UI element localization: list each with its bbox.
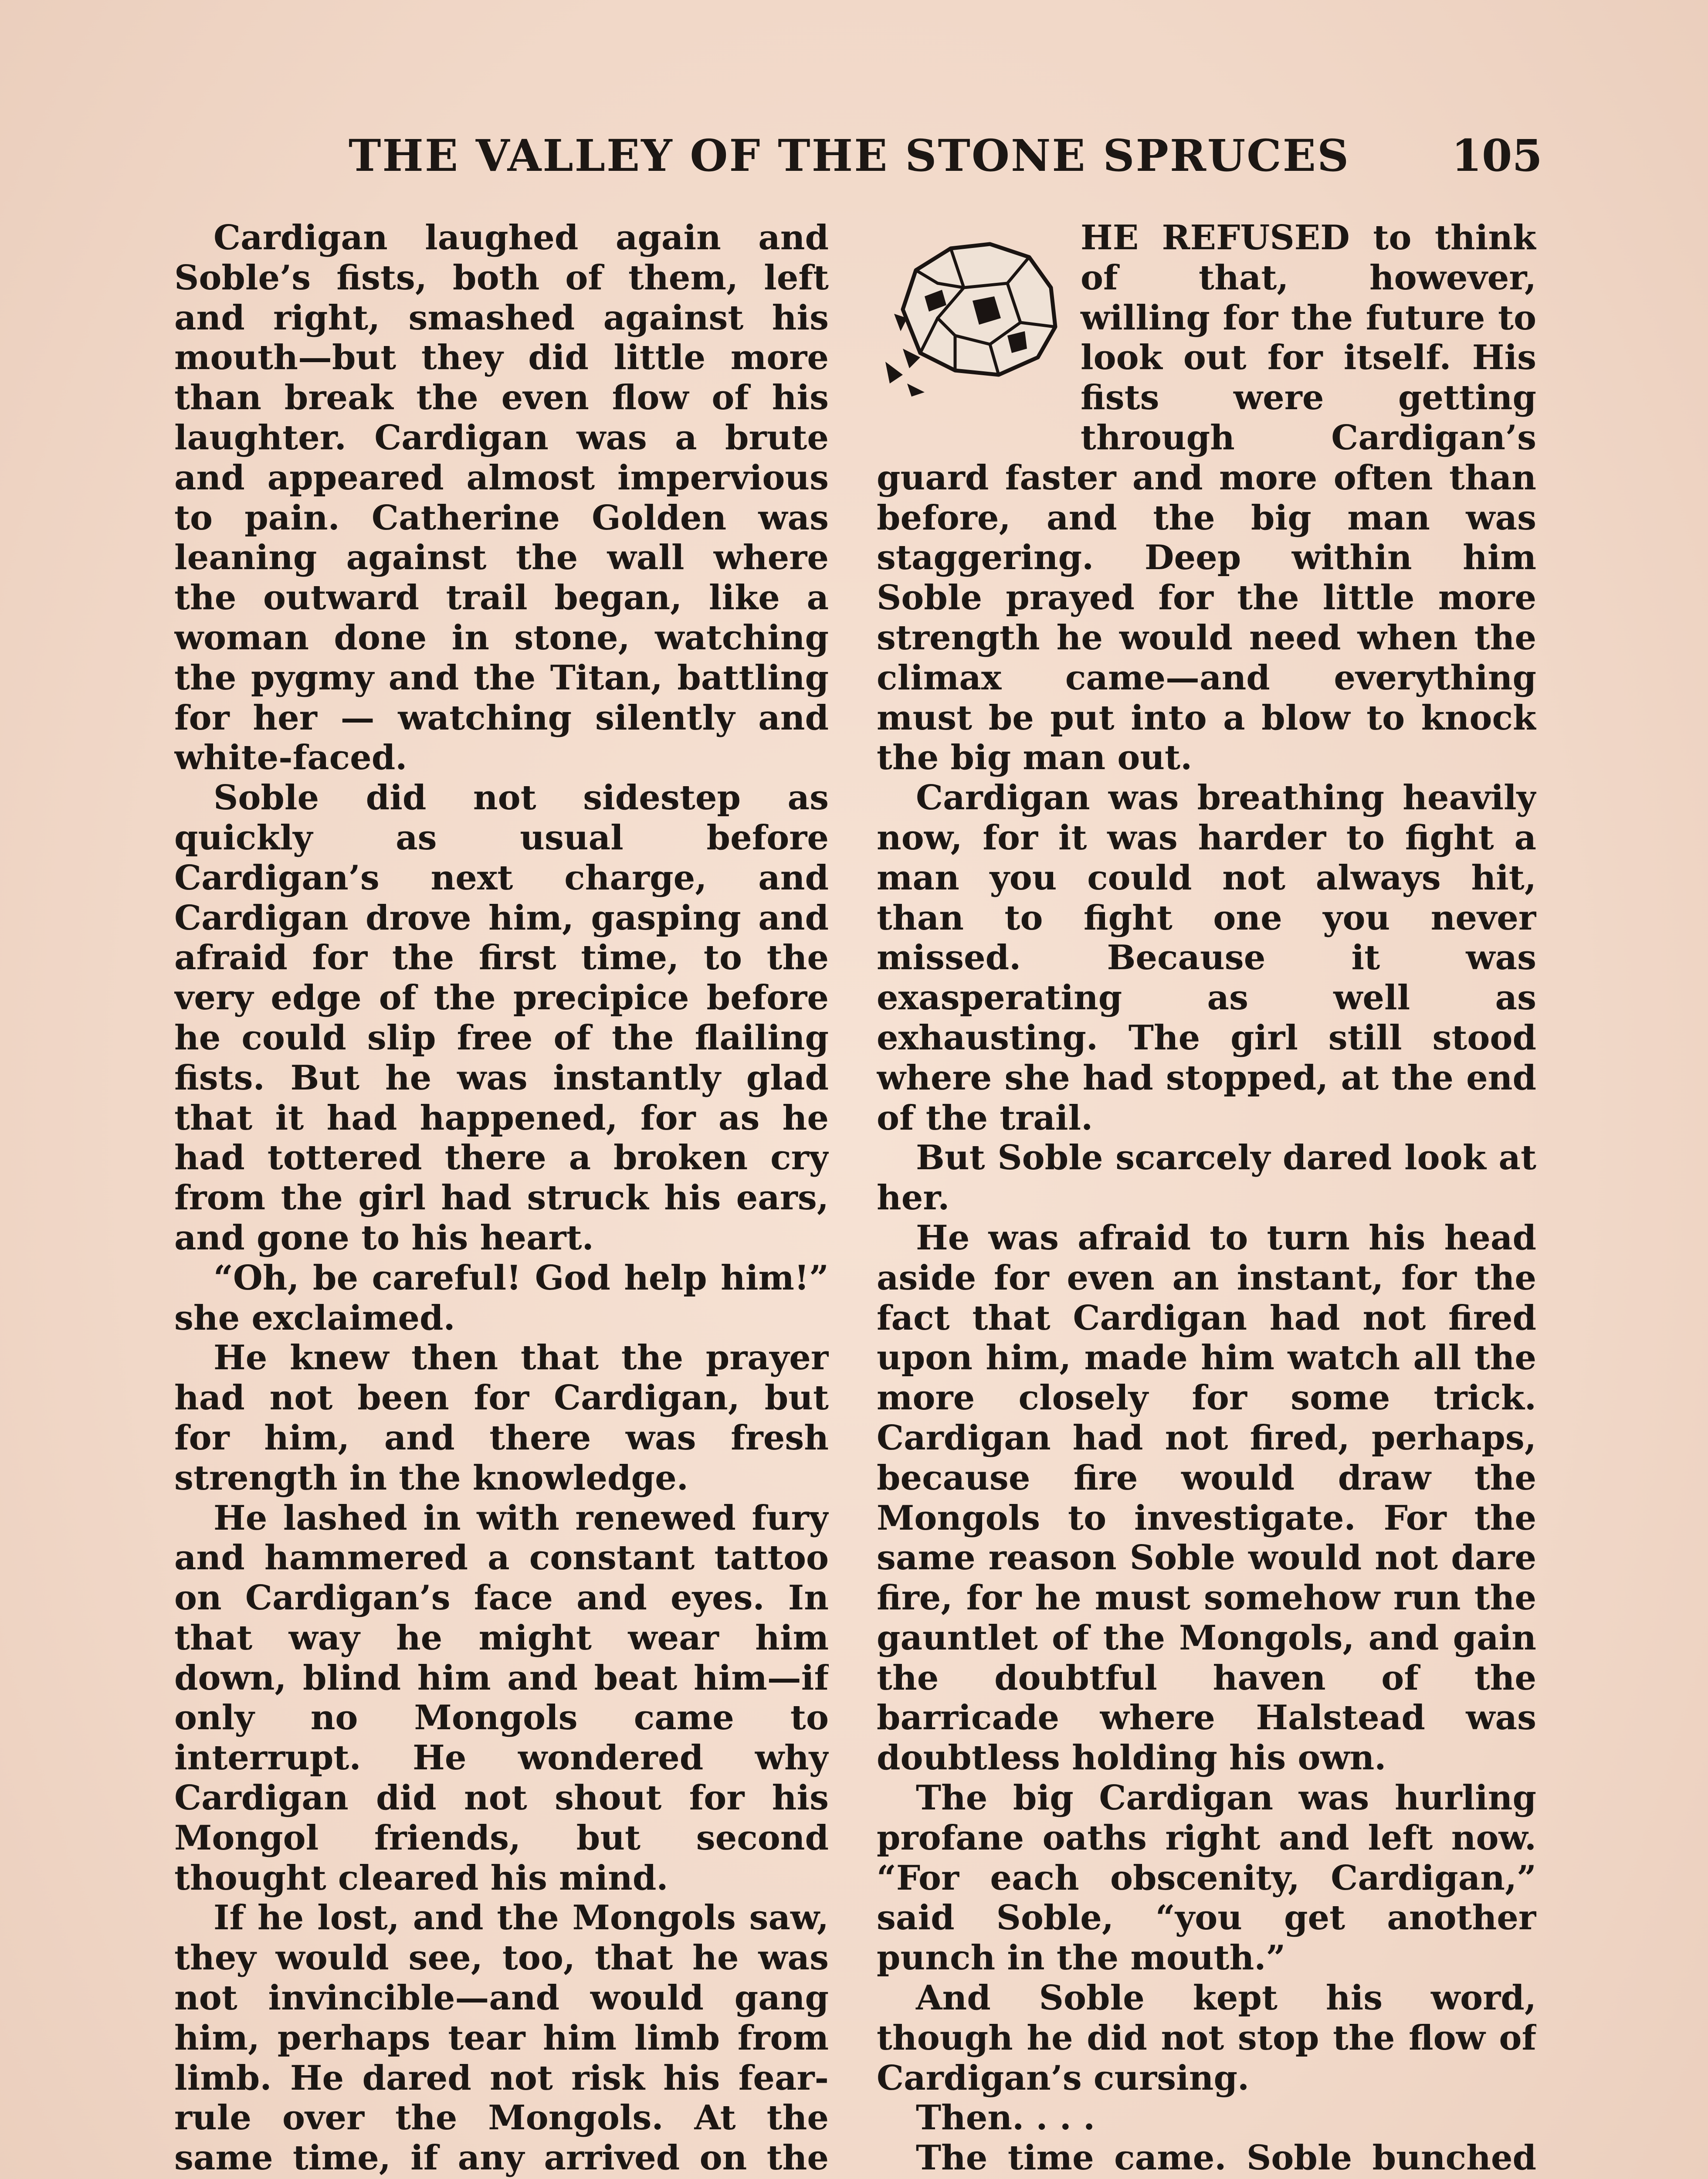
decorative-rock-illustration bbox=[877, 218, 1073, 418]
paragraph: He was afraid to turn his head aside for even an instant, for the fact that Cardigan had not fired upon him, made him watch all the more closely for some trick. Cardigan had not fired, perhaps, because fire would draw the Mongols to investigate. For the same reason Soble would not dare fire, for he must somehow run the gauntlet of the Mongols, and gain the doubtful haven of the barricade where Halstead was doubtless holding his own. bbox=[877, 1218, 1536, 1778]
left-column bbox=[174, 218, 829, 2179]
paragraph: He lashed in with renewed fury and hammered a constant tattoo on Cardigan’s face and eyes. In that way he might wear him down, blind him and beat him—if only no Mongols came to interrupt. He wondered why Cardigan did not shout for his Mongol friends, but second thought cleared his mind. bbox=[174, 1498, 829, 1898]
paragraph: “Oh, be careful! God help him!” she exclaimed. bbox=[174, 1258, 829, 1338]
paragraph: Then. . . . bbox=[916, 2098, 1095, 2138]
paragraph: Cardigan laughed again and Soble’s fists, both of them, left and right, smashed against his mouth—but they did little more than break the even flow of his laughter. Cardigan was a brute and appeared almost impervious to pain. Catherine Golden was leaning against the wall where the outward trail began, like a woman done in stone, watching the pygmy and the Titan, battling for her — watching silently and white-faced. bbox=[174, 218, 829, 778]
paragraph: He knew then that the prayer had not been for Cardigan, but for him, and there was fresh strength in the knowledge. bbox=[174, 1338, 829, 1498]
paragraph: The time came. Soble bunched bbox=[916, 2138, 1536, 2178]
rock-ornament-icon bbox=[877, 218, 1068, 401]
paragraph: But Soble scarcely dared look at her. bbox=[877, 1138, 1536, 1218]
paragraph: HE REFUSED to think of that, however, willing for the future to look out for itself. His fists were getting through Cardigan’s guard faster and more often than before, and the big man was staggering. Deep within him Soble prayed for the little more strength he would need when the climax came—and everything must be put into a blow to knock the big man out. bbox=[877, 218, 1536, 778]
page-header bbox=[174, 127, 1542, 184]
paragraph: And Soble kept his word, though he did not stop the flow of Cardigan’s cursing. bbox=[877, 1978, 1536, 2098]
paragraph: The big Cardigan was hurling profane oaths right and left now. “For each obscenity, Cardigan,” said Soble, “you get another punch in the mouth.” bbox=[877, 1778, 1536, 1978]
running-title: THE VALLEY OF THE STONE SPRUCES bbox=[349, 130, 1350, 181]
paragraph: Soble did not sidestep as quickly as usual before Cardigan’s next charge, and Cardigan drove him, gasping and afraid for the first time, to the very edge of the precipice before he could slip free of the flailing fists. But he was instantly glad that it had happened, for as he had tottered there a broken cry from the girl had struck his ears, and gone to his heart. bbox=[174, 778, 829, 1258]
right-column bbox=[877, 218, 1536, 2179]
paragraph: Cardigan was breathing heavily now, for it was harder to fight a man you could not always hit, than to fight one you never missed. Because it was exasperating as well as exhausting. The girl still stood where she had stopped, at the end of the trail. bbox=[877, 778, 1536, 1138]
page-number: 105 bbox=[1451, 130, 1542, 181]
paragraph: If he lost, and the Mongols saw, they would see, too, that he was not invincible—and would gang him, perhaps tear him limb from limb. He dared not risk his fear-rule over the Mongols. At the same time, if any arrived on the bbox=[174, 1898, 829, 2178]
